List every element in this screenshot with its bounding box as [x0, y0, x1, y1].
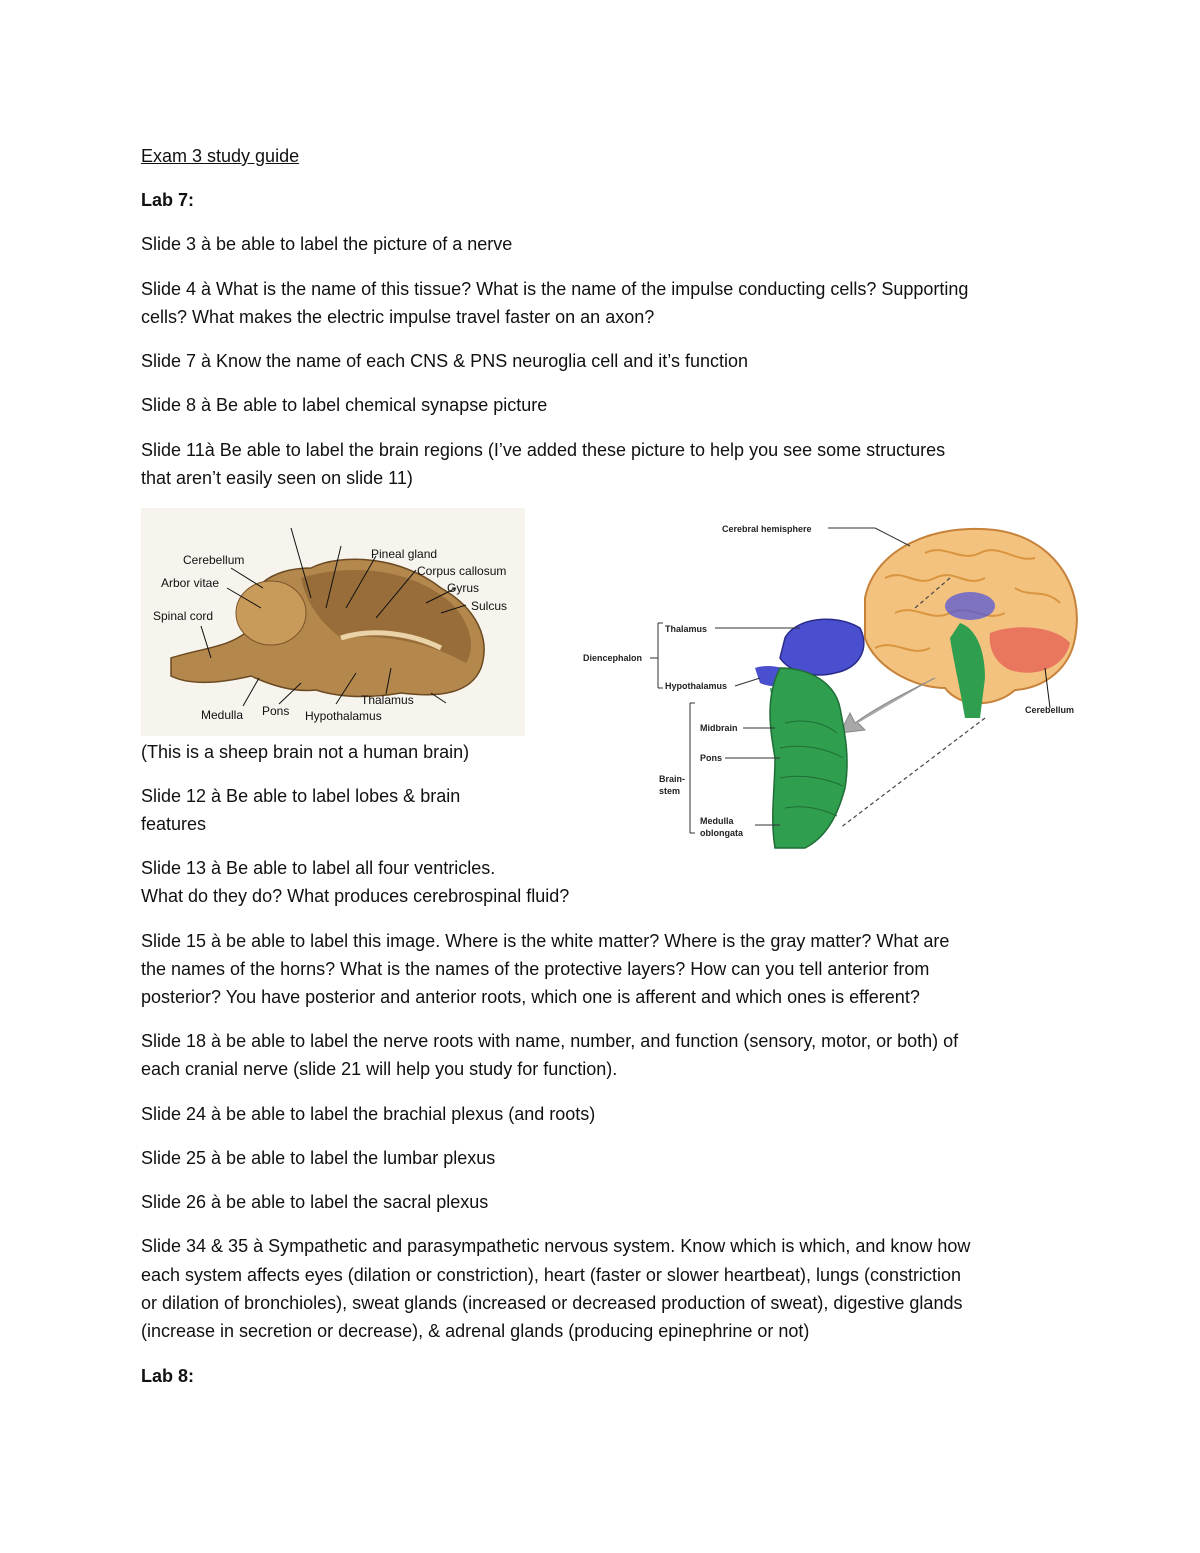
- paragraph-slide13-line1: Slide 13 à Be able to label all four ventricles.: [141, 858, 496, 878]
- paragraph-slide15-line3: posterior? You have posterior and anterior roots, which one is afferent and which ones is efferent?: [141, 987, 920, 1007]
- paragraph-slide26: Slide 26 à be able to label the sacral plexus: [141, 1192, 489, 1212]
- paragraph-slide4-line1: Slide 4 à What is the name of this tissue? What is the name of the impulse conducting cells? Supporting: [141, 279, 969, 299]
- paragraph-slide15-line2: the names of the horns? What is the names of the protective layers? How can you tell anterior from: [141, 959, 930, 979]
- label-corpus-callosum: Corpus callosum: [417, 564, 507, 578]
- paragraph-slide8: Slide 8 à Be able to label chemical synapse picture: [141, 395, 548, 415]
- paragraph-slide4-line2: cells? What makes the electric impulse travel faster on an axon?: [141, 307, 655, 327]
- paragraph-slide34-line1: Slide 34 & 35 à Sympathetic and parasympathetic nervous system. Know which is which, and know how: [141, 1236, 971, 1256]
- paragraph-slide18-line2: each cranial nerve (slide 21 will help you study for function).: [141, 1059, 618, 1079]
- label-pons: Pons: [262, 704, 290, 718]
- paragraph-slide34-line2: each system affects eyes (dilation or constriction), heart (faster or slower heartbeat), lungs (constriction: [141, 1265, 962, 1285]
- label-gyrus: Gyrus: [447, 581, 480, 595]
- label-cerebral-hemisphere: Cerebral hemisphere: [722, 524, 812, 534]
- paragraph-sheep-note: (This is a sheep brain not a human brain): [141, 742, 470, 762]
- label-thalamus: Thalamus: [665, 624, 708, 634]
- paragraph-slide11-line1: Slide 11à Be able to label the brain regions (I’ve added these picture to help you see some structures: [141, 440, 946, 460]
- paragraph-slide7: Slide 7 à Know the name of each CNS & PNS neuroglia cell and it’s function: [141, 351, 749, 371]
- sheep-cerebellum-shape: [236, 581, 306, 645]
- paragraph-slide25: Slide 25 à be able to label the lumbar plexus: [141, 1148, 496, 1168]
- lab7-heading: Lab 7:: [141, 190, 195, 210]
- label-midbrain: Midbrain: [700, 723, 738, 733]
- label-diencephalon: Diencephalon: [583, 653, 643, 663]
- label-thalamus: Thalamus: [361, 693, 414, 707]
- paragraph-slide13-line2: What do they do? What produces cerebrospinal fluid?: [141, 886, 570, 906]
- label-brain-stem-line2: stem: [659, 786, 681, 796]
- paragraph-slide3: Slide 3 à be able to label the picture of a nerve: [141, 234, 513, 254]
- paragraph-slide34-line3: or dilation of bronchioles), sweat glands (increased or decreased production of sweat), digestive glands: [141, 1293, 963, 1313]
- label-hypothalamus: Hypothalamus: [305, 709, 382, 723]
- label-pons: Pons: [700, 753, 723, 763]
- label-oblongata: oblongata: [700, 828, 743, 838]
- arrow-shape: [840, 678, 935, 733]
- label-brain-stem-line1: Brain-: [659, 774, 686, 784]
- label-pineal-gland: Pineal gland: [371, 547, 438, 561]
- paragraph-slide34-line4: (increase in secretion or decrease), & adrenal glands (producing epinephrine or not): [141, 1321, 810, 1341]
- label-arbor-vitae: Arbor vitae: [161, 576, 220, 590]
- paragraph-slide24: Slide 24 à be able to label the brachial plexus (and roots): [141, 1104, 596, 1124]
- paragraph-slide15-line1: Slide 15 à be able to label this image. Where is the white matter? Where is the gray matter? What are: [141, 931, 950, 951]
- label-cerebellum: Cerebellum: [1025, 705, 1075, 715]
- sheep-brain-figure: [141, 508, 525, 736]
- document-title: Exam 3 study guide: [141, 146, 300, 166]
- lab8-heading: Lab 8:: [141, 1366, 195, 1386]
- label-medulla: Medulla: [700, 816, 734, 826]
- paragraph-slide11-line2: that aren’t easily seen on slide 11): [141, 468, 413, 488]
- label-sulcus: Sulcus: [471, 599, 508, 613]
- paragraph-slide12-line1: Slide 12 à Be able to label lobes & brain: [141, 786, 461, 806]
- brainstem-shape: [770, 668, 847, 848]
- label-medulla: Medulla: [201, 708, 244, 722]
- paragraph-slide12-line2: features: [141, 814, 207, 834]
- label-hypothalamus: Hypothalamus: [665, 681, 728, 691]
- label-spinal-cord: Spinal cord: [153, 609, 214, 623]
- human-brain-figure: [575, 518, 1090, 858]
- small-diencephalon-shape: [945, 592, 995, 620]
- paragraph-slide18-line1: Slide 18 à be able to label the nerve roots with name, number, and function (sensory, motor, or both) of: [141, 1031, 959, 1051]
- label-cerebellum: Cerebellum: [183, 553, 245, 567]
